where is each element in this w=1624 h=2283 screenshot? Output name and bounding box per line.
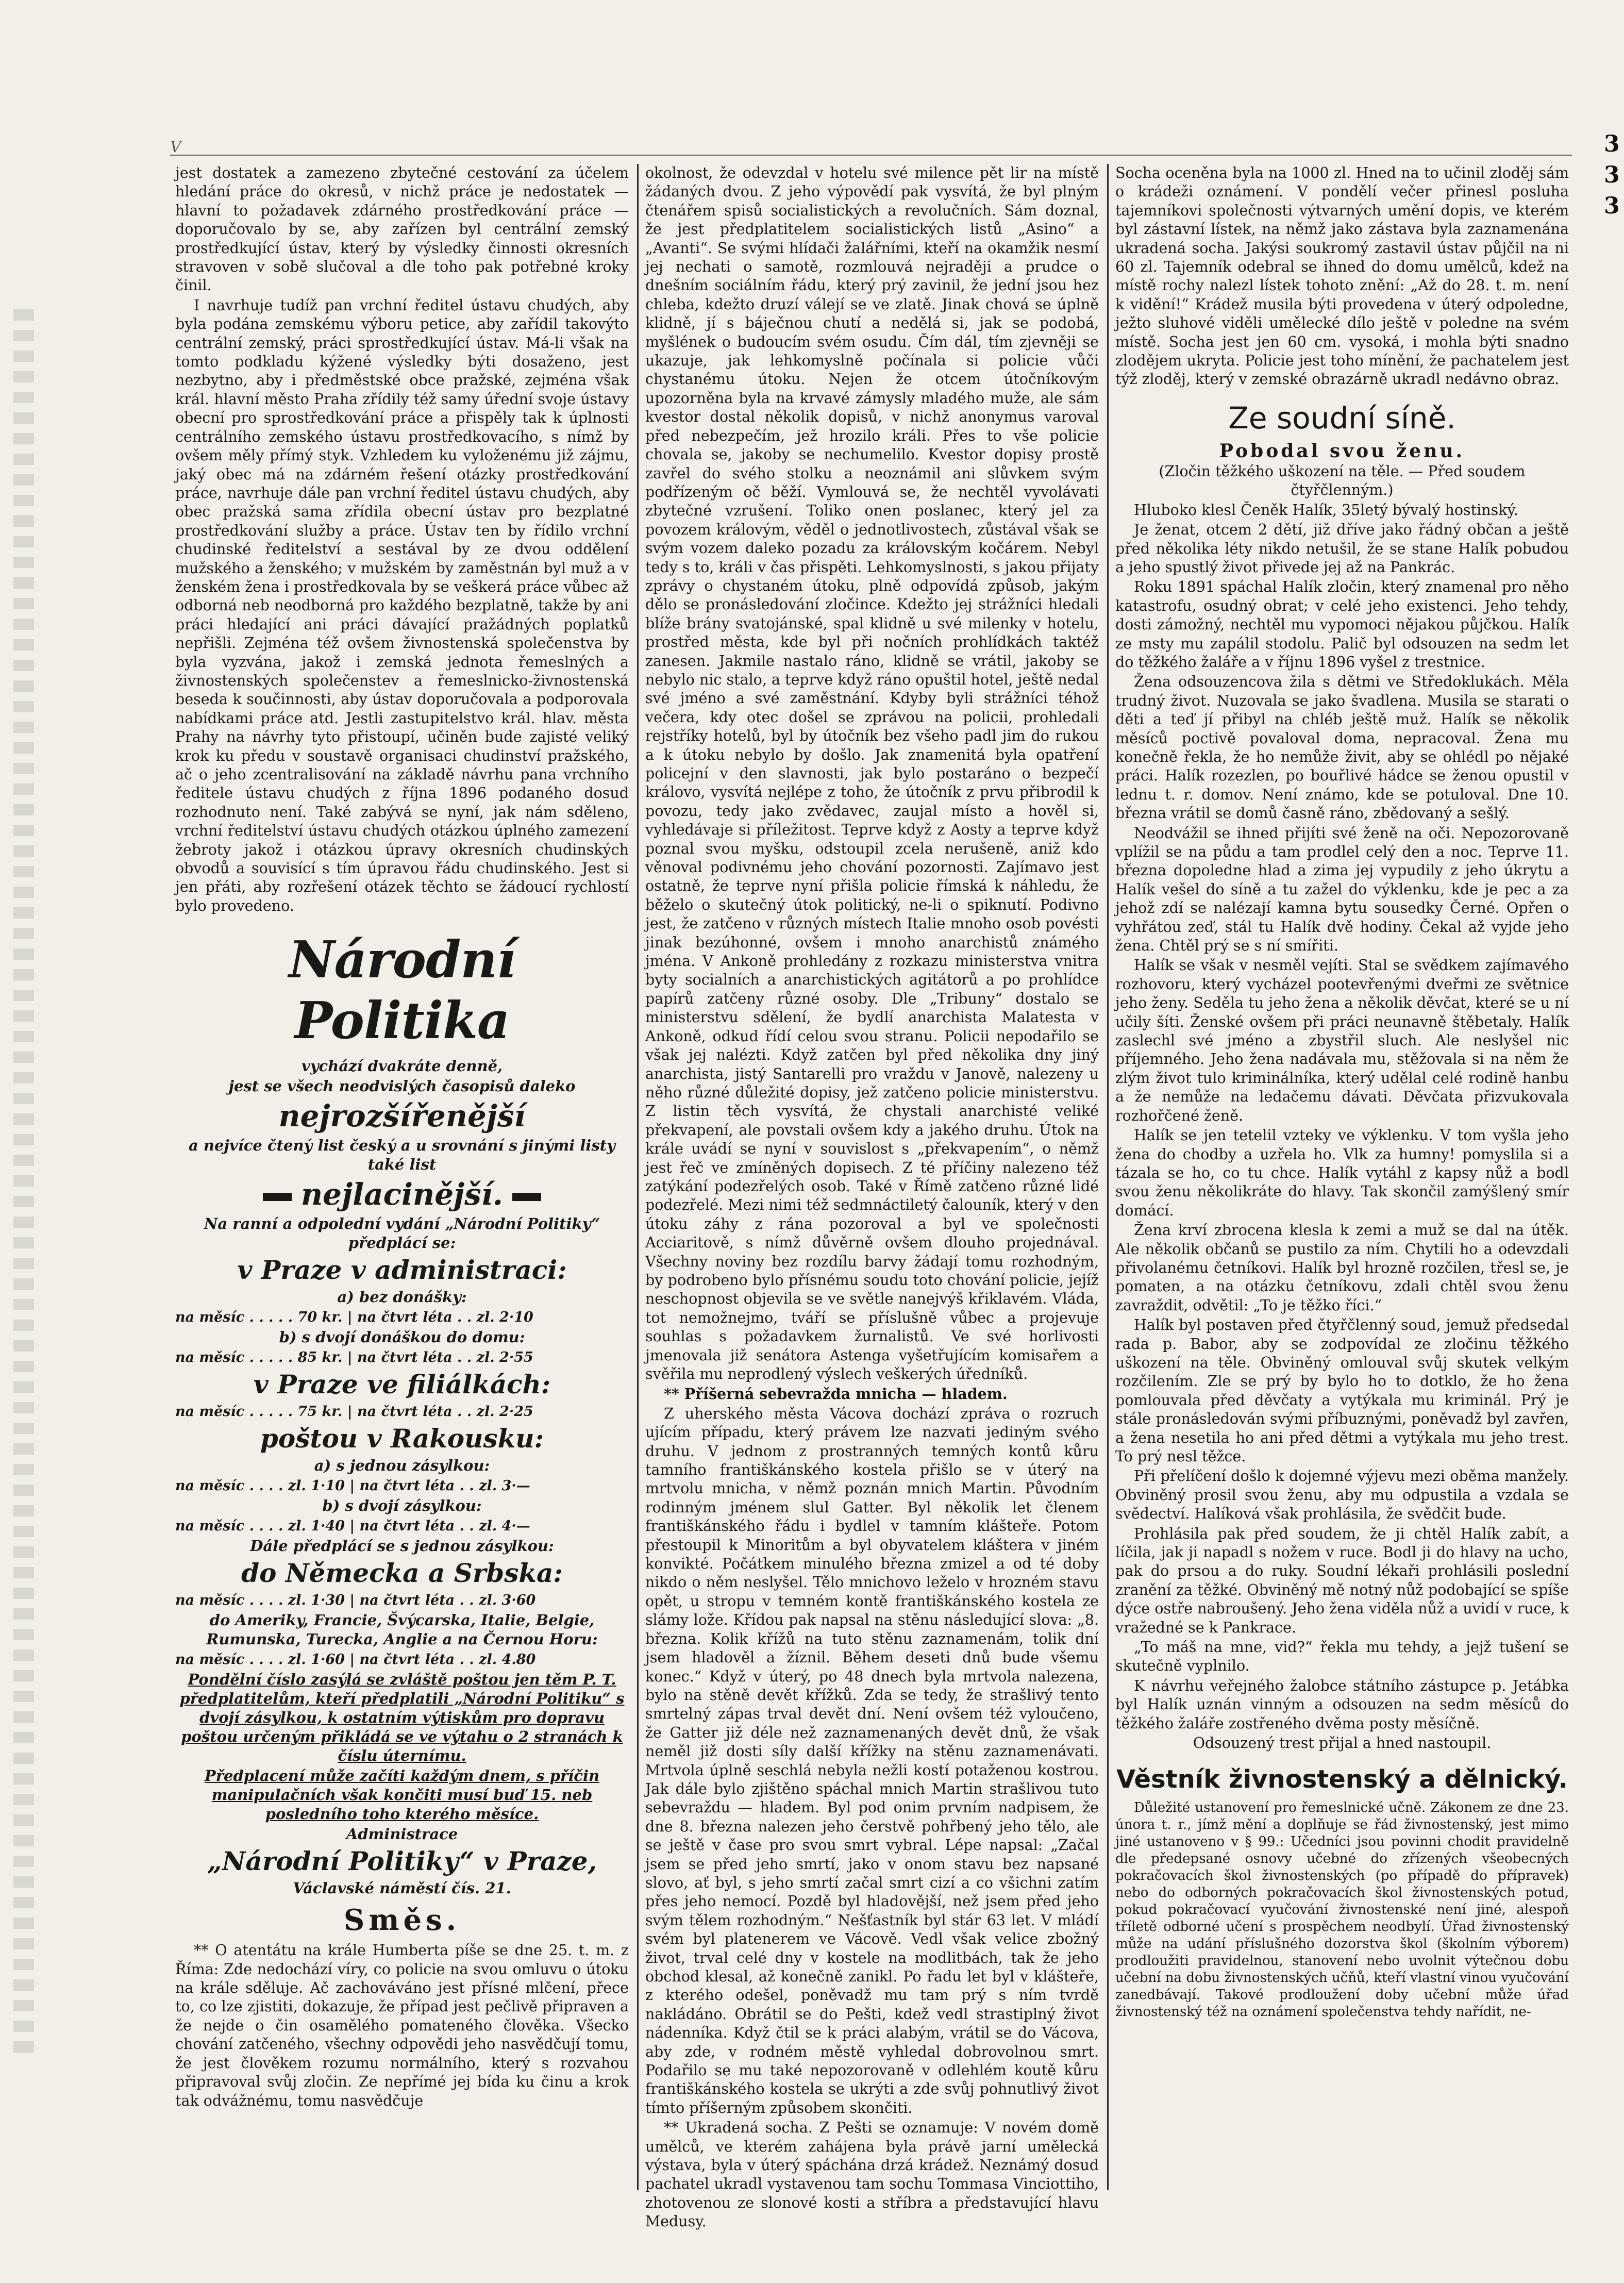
ad-line5: nejlacinější. <box>301 1177 503 1212</box>
col3-text16: Důležité ustanovení pro řemeslnické učně. Zákonem ze dne 23. února t. r., jímž mění a doplňuje se řád živnostenský, jest mimo jiné ustanoveno v § 99.: Učedníci jsou povinni chodit pravidelně dle předepsané osnovy učebné do zřízených všeobecných pokračovacích škol živnostenských (po případě do přípravek) nebo do odborných pokračovacích škol živnostenských potud, pokud pokračovací vyučování živnostenské není jiné, alespoň tříletě odborné učení s prospěchem neodbylí. Úřad živnostenský může na udání příslušného dozorstva škol (školním výborem) prodloužiti pravidelnou, stanovení nebo uvolnit výtečnou dobu učební na dobu živnostenských učňů, kteří vlastní vinou vyučování zanedbávají. Takové prodloužení doby učební může úřad živnostenský též na oznámení společenstva tehdy nařídit, ne- <box>1115 1799 1569 2020</box>
edge-marks: 3 3 3 <box>1604 131 1620 219</box>
ad-l3: a) s jednou zásylkou: <box>314 1457 490 1475</box>
ad-r6: na měsíc . . . . zl. 1·30 | na čtvrt léta . . zl. 3·60 <box>175 1592 536 1609</box>
court-heading: Ze soudní síně. <box>1228 400 1456 436</box>
ornament-bar-left <box>263 1193 292 1201</box>
ad-adm3: Václavské náměstí čís. 21. <box>293 1879 511 1897</box>
bleed-through-margin <box>13 309 34 2062</box>
ad-r3: na měsíc . . . . . 75 kr. | na čtvrt léta . . zl. 2·25 <box>175 1404 533 1420</box>
col3-text2: Hluboko klesl Čeněk Halík, 35letý bývalý hostinský. <box>1134 501 1518 519</box>
court-subheading: Pobodal svou ženu. <box>1219 440 1465 462</box>
col2-text1: okolnost, že odevzdal v hotelu své milence pět lir na místě žádaných dvou. Z jeho výpovědí pak vysvítá, že byl plným čtenářem spisů socialistických a revolučních. Sám doznal, že jest předplatitelem socialistických listů „Asino“ a „Avanti“. Se svými hlídači žalářními, kteří na okamžik nesmí jej nechati o samotě, rozmlouvá nejraději a prudce o dnešním sociálním řádu, který prý zavinil, že jední jsou hez chleba, kdežto druzí válejí se ve zlatě. Jinak chová se úplně klidně, jí s báječnou chutí a nedělá si, jak se podobá, myšlének o budoucím svém osudu. Čím dál, tím zjevněji se ukazuje, jak lehkomyslně počínala si policie vůči chystanému útoku. Nejen že otcem útočníkovým upozorněna byla na krvavé zámysly mladého muže, ale sám kvestor dostal několik dopisů, v nichž anonymus varoval před nebezpečím, jež hrozilo králi. Přes to vše policie chovala se, jakoby se nechumelilo. Kvestor dopisy prostě zavřel do svého stolku a neoznámil ani slůvkem svým podřízeným oč běží. Vymlouvá se, že nechtěl vyvolávati zbytečné vzrušení. Toliko onen poslanec, který jel za povozem královým, věděl o jednotlivostech, zůstával však se svým vozem daleko pozadu za královským kočárem. Nebyl tedy s to, králi v čas přispěti. Lehkomyslnosti, s jakou přijaty zprávy o chystaném útoku, plně odpovídá způsob, jakým dělo se pronásledování zločince. Kdežto jej strážníci hledali blíže brány svatojánské, spal klidně u své milenky v hotelu, prostřed města, kde byl při nočních prohlídkách taktéž zanesen. Jakmile nastalo ráno, klidně se vrátil, jakoby se nebylo nic stalo, a teprve když ráno opuštil hotel, ještě nedal své jméno a své zaměstnání. Kdyby byli strážníci téhož večera, kdy otec došel se zprávou na policii, prohledali rejstříky hotelů, byl by útočník bez všeho padl jim do rukou a k útoku nebylo by došlo. Jak znamenitá byla opatření policejní v den slavnosti, jak bylo postaráno o bezpečí královo, vysvítá nejlépe z toho, že útočník z prvu přibrodil k povozu, tedy jako zvědavec, zaujal místo a hověl si, vyhledávaje si příležitost. Teprve když z Aosty a teprve když poznal svou myšku, odstoupil zcela nerušeně, aniž kdo věnoval podivnému jeho chování pozornosti. Zajímavo jest ostatně, že teprve nyní přišla policie římská k náhledu, že běželo o skutečný útok politický, ne-li o spiknutí. Podivno jest, že zatčeno v různých místech Italie mnoho osob povésti jinak bezúhonné, ovšem i mnoho anarchistů známého jména. V Ankoně prohledány z rozkazu ministerstva vnitra byty socialních a anarchistických agitátorů a po prohlídce papírů zatčeny různé osoby. Dle „Tribuny“ dostalo se ministerstvu sdělení, že bydlí anarchista Malatesta v Ankoně, odkud řídí celou svou stranu. Policii nepodařilo se však jej nalézti. Když zatčen byl před několika dny jiný anarchista, jistý Santarelli pro vraždu v Janově, nalezeny u něho různé důležité dopisy, jež zatčeno policie ministerstvu. Z listin těch vysvítá, že chystali anarchisté veliké překvapení, ale povstali ovšem kdy a jakého druhu. Útok na krále uvádí se nyní v souvislost s „překvapením“, o němž jest řeč ve zmíněných dopisech. Z té příčiny nalezeno též zatýkání podezřelých osob. Také v Římě zatčeno různé lidé podezřelé. Mezi nimi též sedmnáctiletý čalouník, který v den útoku záhy z rána pozoroval a byl ve společnosti Acciaritově, s nímž důvěrně ovšem dlouho projednával. Všechny noviny bez rozdílu barvy žádají tomu rozhodným, by podrobeno bylo přísnému soudu toto chování policie, jejíž neschopnost objevila se ve světle nanejvýš křiklavém. Vláda, tot nemožnejmo, tváří se příslušně vůbec a projevuje souhlas s požadavkem žurnalistů. Ve své horlivosti jmenovala již senátora Astenga vyšetřujícím komisařem a svěřila mu neprodlený výslech veškerých úředníků. <box>645 164 1099 1382</box>
national-politics-ad <box>175 930 629 1898</box>
ad-r1: na měsíc . . . . . 70 kr. | na čtvrt léta . . zl. 2·10 <box>175 1309 533 1326</box>
ad-line4: a nejvíce čtený list český a u srovnání s jinými listy také list <box>188 1137 616 1174</box>
ad-r2: na měsíc . . . . . 85 kr. | na čtvrt léta . . zl. 2·55 <box>175 1349 533 1366</box>
col3-text12: Prohlásila pak před soudem, že ji chtěl Halík zabít, a líčila, jak ji napadl s nožem v ruce. Bodl ji do hlavy na ucho, pak do prsou a do ruky. Soudní lékaři prohlásili poslední zranění za těžké. Obviněný mě notný nůž podobající se spíše dýce ostře nabroušený. Jeho žena viděla nůž a uvidí v ruce, k vražedné se k Pankrace. <box>1115 1525 1569 1636</box>
column-rule-1 <box>637 164 639 2190</box>
ad-l2: b) s dvojí donáškou do domu: <box>279 1328 525 1346</box>
column-3 <box>1115 164 1569 2022</box>
col3-text5: Žena odsouzencova žila s dětmi ve Středoklukách. Měla trudný život. Nuzovala se jako švadlena. Musila se starati o děti a teď jí přibyl na chléb ještě muž. Halík se několik měsíců poctivě povaloval doma, nepracoval. Žena mu konečně řekla, že ho nemůže živit, aby se ohlédl po nějaké práci. Halík rozezlen, po bouřlivé hádce se ženou opustil v lednu t. r. domov. Není známo, kde se potuloval. Dne 10. března vrátil se domů časně ráno, zbědovaný a sešlý. <box>1115 673 1569 822</box>
col3-text1: Socha oceněna byla na 1000 zl. Hned na to učinil zloděj sám o krádeži oznámení. V pondělí večer přinesl posluha tajemníkovi společnosti výtvarných umění dopis, ve kterém byl zástavní lístek, na němž jako zástava byla zaznamenána ukradená socha. Jakýsi soukromý zastavil ústav půjčil na ni 60 zl. Tajemník odebral se ihned do domu umělců, kdež na místě rochy nalezl lístek tohoto znění: „Až do 28. t. m. není k vidění!“ Krádež musila býti provedena v úterý odpoledne, ježto sluhové viděli umělecké dílo ještě v poledne na svém místě. Socha jest jen 60 cm. vysoká, i mohla býti snadno zlodějem ukryta. Policie jest toho mínění, že pachatelem jest týž zloděj, který v zemské obrazárně ukradl nedávno obraz. <box>1115 164 1569 388</box>
ad-note1: Pondělní číslo zasýlá se zvláště poštou jen těm P. T. předplatitelům, kteří předplatili „Národní Politiku“ s dvojí zásylkou, k ostatním výtiskům pro dopravu poštou určeným přikládá se ve výtahu o 2 stranách k číslu úternímu. <box>179 1671 625 1765</box>
ad-l1: a) bez donášky: <box>337 1288 467 1306</box>
ad-r7: na měsíc . . . . zl. 1·60 | na čtvrt léta . . zl. 4.80 <box>175 1652 536 1668</box>
column-1 <box>175 164 629 2111</box>
ad-line2: jest se všech neodvislých časopisů daleko <box>228 1077 576 1095</box>
col3-text13: „To máš na mne, vid?“ řekla mu tehdy, a jejž tušení se skutečně vyplnilo. <box>1115 1639 1569 1675</box>
ad-line5-row <box>175 1175 629 1213</box>
col3-text6: Neodvážil se ihned přijíti své ženě na oči. Nepozorovaně vplížil se na půdu a tam prodlel celý den a noc. Teprve 11. března dopoledne hlad a zima jej vypudily z jeho úkrytu a Halík vešel do síně a tu zažel do výklenku, kde je pec a za jehož zdí se nalézají kamna bytu sousedky Černé. Opřen o vyhřátou zeď, stál tu Halík dvě hodiny. Čekal až vyjde jeho žena. Chtěl prý se s ní smířiti. <box>1115 824 1569 955</box>
col3-text15: Odsouzený trest přijal a hned nastoupil. <box>1193 1735 1492 1752</box>
col2-text3: ** Ukradená socha. Z Pešti se oznamuje: V novém domě umělců, ve kterém zahájena byla právě jarní umělecká výstava, byla v úterý spáchána drzá krádež. Neznámý dosud pachatel ukradl vystavenou tam sochu Tommasa Vinciottiho, zhotovenou ze slonové kosti a stříbra a představující hlavu Medusy. <box>645 2119 1099 2230</box>
ad-h2: v Praze ve filiálkách: <box>253 1369 551 1400</box>
ad-title: Národní Politika <box>288 930 516 1051</box>
col1-para2: I navrhuje tudíž pan vrchní ředitel ústavu chudých, aby byla podána zemskému výboru petice, aby zařídil takovýto centrální zemský, práci sprostředkující ústav. Má-li však na tomto podkladu kýžené výsledky býti dosaženo, jest nezbytno, aby i předměstské obce pražské, zejména však král. hlavní město Praha zřídily též samy úřední svoje ústavy obecní pro sprostředkování práce a přispěly tak k úplnosti centrálního zemského ústavu prostředkovacího, s nímž by ovšem měly přímý styk. Vzhledem ku vyloženému již zájmu, jaký obec má na zdárném řešení otázky prostředkování práce, navrhuje dále pan vrchní ředitel ústavu chudých, aby obec pražská sama zřídila obecní ústav pro bezplatné prostředkování služby a práce. Ústav ten by řídilo vrchní chudinské ředitelství a sestával by ze dvou oddělení mužského a ženského; v mužském by zaměstnán byl muž a v ženském žena i prostředkovala by se veškerá práce vůbec až odborná neb neodborná pro každého bezplatně, takže by ani práci hledající ani práci dávající pražádných poplatků nepřišli. Zejména též ovšem živnostenská společenstva by byla vyzvána, jakož i zemská jednota řemeslných a živnostenských společenstev a řemeslnicko-živnostenská beseda k součinnosti, aby ústav doporučovala a podporovala nabídkami práce atd. Jestli zastupitelstvo král. hlav. města Prahy na návrhy tyto přistoupí, učiněn bude zajisté veliký krok ku předu v soustavě organisaci chudinství pražského, ač o jeho zcentralisování na základě návrhu pana vrchního ředitele ústavu chudých z října 1896 podaného dosud rozhodnuto není. Také zabývá se nyní, jak nám sděleno, vrchní ředitelství ústavu chudých otázkou úplného zamezení žebroty jakož i otázkou úpravy okresních chudinských obvodů a souvisící s tím úpravou řádu chudinského. Jest si jen přáti, aby rozřešení otázek těchto se žádoucí rychlostí bylo provedeno. <box>175 296 629 914</box>
ornament-bar-right <box>512 1193 541 1201</box>
column-rule-2 <box>1107 164 1109 2190</box>
ad-h3: poštou v Rakousku: <box>260 1423 544 1454</box>
col3-text4: Roku 1891 spáchal Halík zločin, který znamenal pro něho katastrofu, osudný obrat; v celé jeho existenci. Jeho tehdy, dosti zámožný, nechtěl mu vypomoci nějakou půjčkou. Halík ze msty mu zapálil stodolu. Palič byl odsouzen na sedm let do těžkého žaláře a v říjnu 1896 vyšel z trestnice. <box>1115 578 1569 671</box>
ad-line3: nejrozšířenější <box>278 1098 526 1134</box>
ad-l4: b) s dvojí zásylkou: <box>322 1497 482 1515</box>
ad-r4: na měsíc . . . . zl. 1·10 | na čtvrt léta . . zl. 3·— <box>175 1478 530 1494</box>
top-rule <box>170 155 1572 156</box>
col1-para1: jest dostatek a zamezeno zbytečné cestování za účelem hledání práce do okresů, v nichž práce je nedostatek — hlavní to požadavek zdárného prostředkování práce — doporučovalo by se, aby zařízen byl centrální zemský prostředkující ústav, který by výsledky činnosti okresních stravoven v sobě slučoval a dle toho pak potřebné kroky činil. <box>175 164 629 294</box>
ad-l6: do Ameriky, Francie, Švýcarska, Italie, Belgie, Rumunska, Turecka, Anglie a na Černou Horu: <box>206 1611 598 1648</box>
col1-humbert: ** O atentátu na krále Humberta píše se dne 25. t. m. z Říma: Zde nedochází víry, co policie na svou omluvu o útoku na krále sděluje. Ač zachováváno jest přísné mlčení, přece to, co lze zjistiti, dokazuje, že případ jest pečlivě připraven a že nejde o čin osamělého pomateného člověka. Všecko chování zatčeného, všechny odpovědi jeho nasvědčují tomu, že jest člověkem rozumu normálního, který s rozvahou připravoval svůj zločin. Ze nepřímé jej bída ku činu a krok tak odvážnému, tomu nasvědčuje <box>175 1942 629 2109</box>
ad-r5: na měsíc . . . . zl. 1·40 | na čtvrt léta . . zl. 4·— <box>175 1518 530 1535</box>
col3-text7: Halík se však v nesměl vejíti. Stal se svědkem zajímavého rozhovoru, který vycházel pootevřenými dveřmi ze světnice jeho ženy. Seděla tu jeho žena a několik děvčat, které se u ní učily šíti. Ženské ovšem při práci neunavně štěbetaly. Halík zaslechl své jméno a zbystřil sluch. Ale neslyšel nic příjemného. Jeho žena nadávala mu, stěžovala si na něm že zlým život tulo kriminálníka, který udělal celé rodině hanbu a že nemůže na ledačemu dávati. Děvčata přizvukovala rozhořčené ženě. <box>1115 957 1569 1124</box>
col3-text10: Halík byl postaven před čtyřčlenný soud, jemuž předsedal rada p. Babor, aby se zodpovídal ze zločinu těžkého uškození na těle. Obviněný omlouval svůj skutek velkým rozčilením. Zle se prý by bylo ho to dotklo, že ho žena pomlouvala před děvčaty a vytýkala mu kriminál. Prý je stále pronásledován svými příbuznými, poněvadž byl zavřen, a žena nesetila ho ani před dětmi a vytýkala mu jeho trest. To prý nesl těžce. <box>1115 1317 1569 1465</box>
ad-line6: Na ranní a odpolední vydání „Národní Politiky“ předplácí se: <box>204 1215 600 1252</box>
col2-text2: Z uherského města Vácova dochází zpráva o rozruch ujícím případu, který právem lze nazvati jediným svého druhu. V jednom z prostranných temných kontů kůru tamního františkánského kostela přišlo se v úterý na mrtvolu mnicha, v němž poznán mnich Martin. Původním rodinným jménem slul Gatter. Byl několik let členem františkánského řádu i bydlel v tamním klášteře. Potom přestoupil k Minoritům a byl obyvatelem kláštera v jiném konvikté. Počátkem minulého března zmizel a od té doby nikdo o něm neslyšel. Tělo mnichovo leželo v hrozném stavu opět, u stropu v temném kontě františkánského kostela ze slámy lože. Křídou pak napsal na stěnu následující slova: „8. března. Kolik křížů na tuto stěnu zaznamenám, tolik dní jsem hladověl a žíznil. Během deseti dnů bude všemu konec.“ Když v úterý, po 48 dnech byla mrtvola nalezena, bylo na stěně devět křížků. Zda se tedy, že strašlivý tento smrtelný zápas trval devět dní. Není ovšem též vyloučeno, že Gatter již déle než zaznamenaných devět dnů, že však neměl již dosti síly další křížky na stěnu zaznamenávati. Mrtvola úplně seschlá nebyla nežli kostí potaženou kostrou. Jak dále bylo zjištěno spáchal mnich Martin strašlivou tuto sebevraždu — hladem. Byl pod onim prvním nadpisem, že dne 8. března nalezen jeho čerstvě pohřbený jeho tělo, ale se ještě v čase pro svou smrt vybral. Lépe napsal: „Začal jsem se před jeho smrtí, jako v onom stavu bez napsané slovo, ať byl, s jeho smrtí začal smrt cizí a co všichni zatím přes jeho nemocí. Pozdě byl hladovější, než jsem před jeho svým tělem rozhodným.“ Nešťastník byl stár 63 let. V mládí svém byl platenerem ve Vácově. Vedl však velice zbožný život, trval celé dny v kostele na modlitbách, tak že jeho obchod klesal, až konečně zanikl. Po řadu let byl v klášteře, z kterého odešel, poněvadž mu tam prý s ním tvrdě nakládáno. Obrátil se do Pešti, kdež vedl strastiplný život nádenníka. Když čtil se k práci alabým, vrátil se do Vácova, aby zde, v rodném městě vyhledal dobrovolnou smrt. Podařilo se mu také nepozorovaně v odlehlém koutě kůru františkánského kostela se ukrýti a zde svůj pohnutlivý život tímto příšerným způsobem skončiti. <box>645 1405 1099 2117</box>
ad-note2: Předplacení může začíti každým dnem, s příčin manipulačních však končiti musí buď 15. neb posledního toho kterého měsíce. <box>204 1767 600 1823</box>
ad-adm1: Administrace <box>346 1825 458 1843</box>
column-2 <box>645 164 1099 2232</box>
section-smes: Směs. <box>343 1903 461 1938</box>
ad-h1: v Praze v administraci: <box>237 1255 567 1286</box>
ad-h4: do Německa a Srbska: <box>241 1558 563 1589</box>
col3-text9: Žena krví zbrocena klesla k zemi a muž se dal na útěk. Ale několik občanů se pustilo za ním. Chytili ho a odevzdali přivolanému četníkovi. Halík byl hrozně rozčilen, třesl se, je pomaten, a na otázku četníkovu, zdali chtěl svou ženu zavraždit, odvětil: „To je těžko říci.“ <box>1115 1222 1569 1314</box>
col2-headline2: ** Příšerná sebevražda mnicha — hladem. <box>664 1385 1008 1403</box>
page-marker: V <box>170 138 181 156</box>
col3-text3: Je ženat, otcem 2 dětí, již dříve jako řádný občan a ještě před několika léty nikdo netušil, že se stane Halík pobudou a jeho spustlý život přivede jej až na Pankrác. <box>1115 521 1569 576</box>
col3-text11: Při přelíčení došlo k dojemné výjevu mezi oběma manžely. Obviněný prosil svou ženu, aby mu odpustila a vzdala se svědectví. Halíková však prohlásila, že svědčit bude. <box>1115 1468 1569 1523</box>
col3-text8: Halík se jen tetelil vzteky ve výklenku. V tom vyšla jeho žena do chodby a uzřela ho. Vlk za humny! pomyslila si a tázala se ho, co tu chce. Halík vytáhl z kapsy nůž a bodl svou ženu několikráte do hlavy. Tak skončil zamýšlený smír domácí. <box>1115 1127 1569 1219</box>
court-note: (Zločin těžkého uškození na těle. — Před soudem čtyřčlenným.) <box>1159 462 1526 499</box>
ad-adm2: „Národní Politiky“ v Praze, <box>207 1846 597 1877</box>
ad-l5: Dále předplácí se s jednou zásylkou: <box>250 1537 554 1555</box>
ad-line1: vychází dvakráte denně, <box>301 1057 503 1075</box>
col3-text14: K návrhu veřejného žalobce státního zástupce p. Jetábka byl Halík uznán vinným a odsouzen na sedm měsíců do těžkého žaláře zostřeného dvěma posty měsíčně. <box>1115 1677 1569 1732</box>
trade-bulletin-heading: Věstník živnostenský a dělnický. <box>1116 1764 1568 1794</box>
